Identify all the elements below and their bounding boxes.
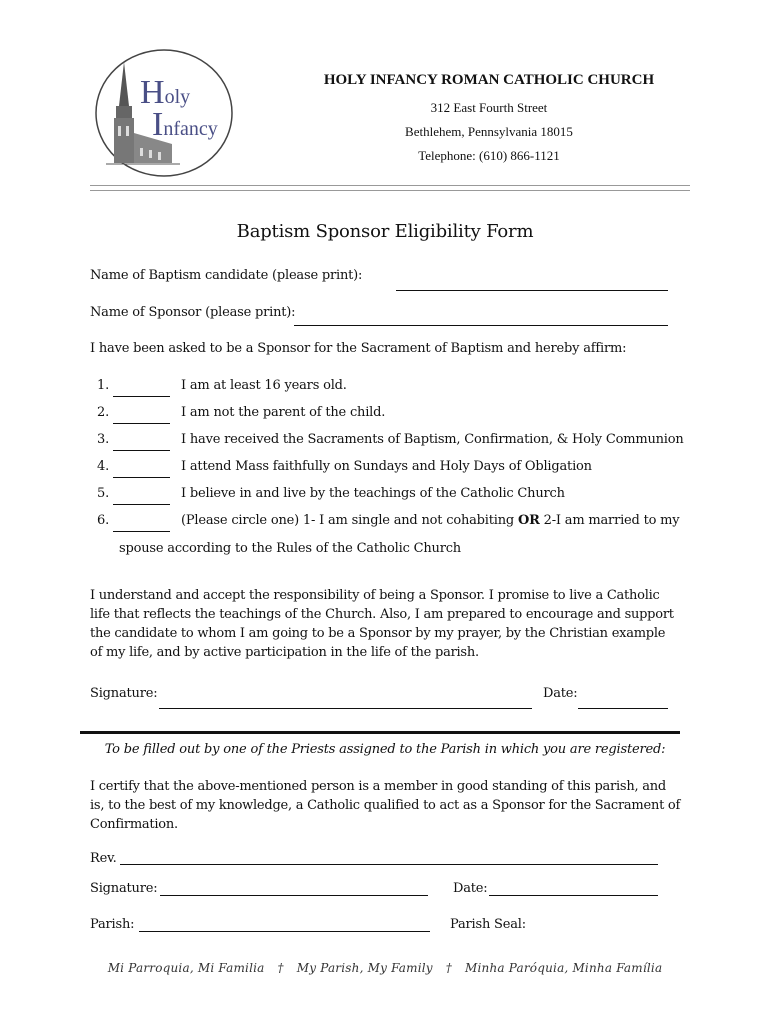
priest-certification: I certify that the above-mentioned person is a member in good standing of this parish, and is, to the best of my knowledge, a Catholic qualified to act as a Sponsor for the Sacrament of Confirmation. bbox=[90, 779, 681, 832]
header-divider bbox=[90, 185, 690, 191]
list-item-text: I am not the parent of the child. bbox=[181, 405, 386, 420]
list-item-number: 1. bbox=[97, 378, 110, 393]
priest-date-field[interactable] bbox=[489, 895, 658, 896]
item-1-initial-field[interactable] bbox=[113, 396, 170, 397]
sponsor-signature-label: Signature: bbox=[90, 686, 158, 701]
candidate-name-field[interactable] bbox=[396, 290, 668, 291]
list-item-number: 4. bbox=[97, 459, 110, 474]
church-city: Bethlehem, Pennsylvania 18015 bbox=[405, 124, 573, 139]
list-item-number: 2. bbox=[97, 405, 110, 420]
priest-section-divider bbox=[80, 731, 680, 734]
form-title: Baptism Sponsor Eligibility Form bbox=[236, 221, 534, 242]
cross-icon: † bbox=[445, 961, 452, 975]
sponsor-date-field[interactable] bbox=[578, 708, 668, 709]
logo-letter-i: I bbox=[152, 106, 164, 143]
item-6-initial-field[interactable] bbox=[113, 531, 170, 532]
footer-motto bbox=[0, 961, 770, 975]
motto-spanish: Mi Parroquia, Mi Familia bbox=[107, 961, 265, 975]
list-item-text: I have received the Sacraments of Baptism, Confirmation, & Holy Communion bbox=[181, 432, 684, 447]
priest-signature-label: Signature: bbox=[90, 881, 158, 896]
priest-instruction: To be filled out by one of the Priests assigned to the Parish in which you are registered: bbox=[104, 742, 666, 757]
church-name: HOLY INFANCY ROMAN CATHOLIC CHURCH bbox=[323, 72, 655, 88]
item-6-text-part-1: (Please circle one) 1- I am single and not cohabiting bbox=[181, 513, 518, 528]
sponsor-signature-field[interactable] bbox=[159, 708, 532, 709]
item-2-initial-field[interactable] bbox=[113, 423, 170, 424]
rev-label: Rev. bbox=[90, 851, 117, 866]
church-phone: Telephone: (610) 866-1121 bbox=[418, 148, 560, 163]
motto-portuguese: Minha Paróquia, Minha Família bbox=[465, 961, 663, 975]
priest-signature-field[interactable] bbox=[160, 895, 428, 896]
church-logo bbox=[94, 48, 234, 178]
item-3-initial-field[interactable] bbox=[113, 450, 170, 451]
sponsor-name-label: Name of Sponsor (please print): bbox=[90, 305, 296, 320]
sponsor-name-field[interactable] bbox=[294, 325, 668, 326]
parish-name-field[interactable] bbox=[139, 931, 430, 932]
logo-text-oly: oly bbox=[164, 86, 191, 108]
list-item-text: I am at least 16 years old. bbox=[181, 378, 347, 393]
responsibility-paragraph: I understand and accept the responsibility of being a Sponsor. I promise to live a Catholic life that reflects the teachings of the Church. Also, I am prepared to encourage and support the candidate to whom I am going to be a Sponsor by my prayer, by the Christian example of my life, and by active participation in the life of the parish. bbox=[90, 588, 674, 660]
list-item-number: 5. bbox=[97, 486, 110, 501]
item-6-or: OR bbox=[517, 513, 540, 528]
motto-english: My Parish, My Family bbox=[296, 961, 433, 975]
item-5-initial-field[interactable] bbox=[113, 504, 170, 505]
item-6-text-part-2: 2-I am married to my bbox=[539, 513, 680, 528]
logo-letter-h: H bbox=[140, 74, 165, 111]
list-item-number: 3. bbox=[97, 432, 110, 447]
list-item-text: I believe in and live by the teachings of the Catholic Church bbox=[181, 486, 565, 501]
church-address: 312 East Fourth Street bbox=[430, 100, 548, 115]
item-4-initial-field[interactable] bbox=[113, 477, 170, 478]
item-6-continuation: spouse according to the Rules of the Catholic Church bbox=[119, 541, 461, 556]
list-item-number: 6. bbox=[97, 513, 110, 528]
cross-icon: † bbox=[277, 961, 284, 975]
sponsor-date-label: Date: bbox=[543, 686, 578, 701]
parish-seal-label: Parish Seal: bbox=[450, 917, 526, 932]
parish-label: Parish: bbox=[90, 917, 135, 932]
logo-text-nfancy: nfancy bbox=[163, 118, 218, 140]
rev-name-field[interactable] bbox=[120, 864, 658, 865]
priest-date-label: Date: bbox=[453, 881, 488, 896]
affirm-intro: I have been asked to be a Sponsor for the Sacrament of Baptism and hereby affirm: bbox=[90, 341, 627, 356]
list-item-text bbox=[181, 513, 679, 528]
candidate-name-label: Name of Baptism candidate (please print): bbox=[90, 268, 363, 283]
list-item-text: I attend Mass faithfully on Sundays and Holy Days of Obligation bbox=[181, 459, 592, 474]
